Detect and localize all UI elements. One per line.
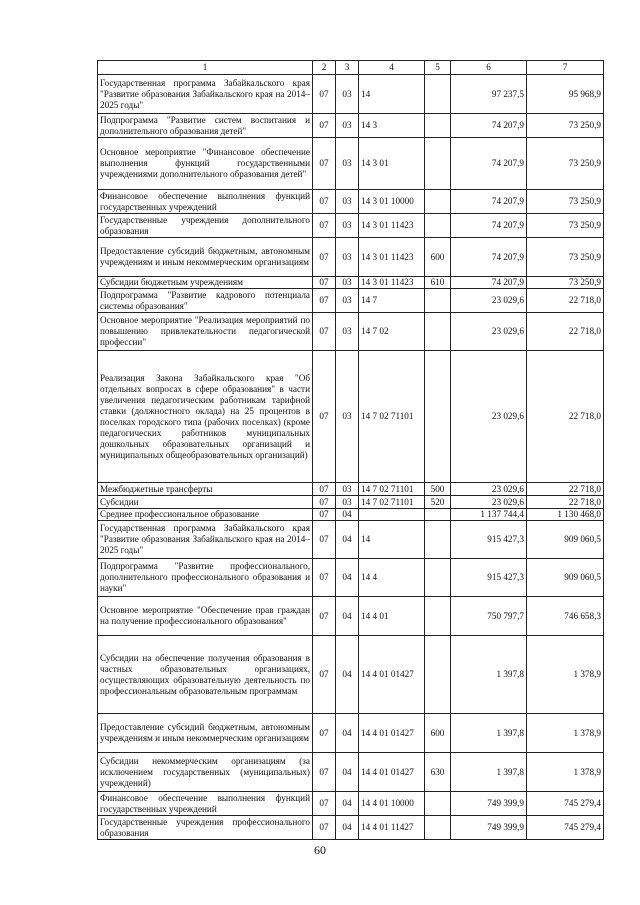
row-name: Предоставление субсидий бюджетным, автономным учреждениям и иным некоммерческим организациям [98,238,313,277]
row-subsection: 04 [336,753,359,792]
row-expense-type [425,190,451,214]
row-expense-type [425,138,451,190]
row-amount-col6: 97 237,5 [451,75,527,114]
row-subsection: 04 [336,792,359,816]
table-row [98,75,604,114]
table-row [98,792,604,816]
row-target-code: 14 [359,75,425,114]
row-subsection: 03 [336,138,359,190]
row-section: 07 [313,559,336,597]
row-expense-type [425,597,451,636]
table-row [98,190,604,214]
row-section: 07 [313,636,336,714]
row-amount-col7: 22 718,0 [527,351,604,483]
header-col-6: 6 [451,61,527,75]
row-subsection: 03 [336,75,359,114]
row-amount-col6: 915 427,3 [451,521,527,559]
row-target-code: 14 3 01 [359,138,425,190]
row-target-code: 14 7 [359,289,425,313]
row-target-code: 14 4 01 01427 [359,636,425,714]
row-name: Реализация Закона Забайкальского края "Об отдельных вопросах в сфере образования" в части увеличения педагогическим работникам тарифной ставки (должностного оклада) на 25 процентов в поселках городского типа (рабочих поселках) (кроме педагогических работников муниципальных дошкольных образовательных организаций и муниципальных общеобразовательных организаций) [98,351,313,483]
row-section: 07 [313,816,336,840]
row-amount-col7: 746 658,3 [527,597,604,636]
row-subsection: 03 [336,351,359,483]
table-row [98,313,604,351]
row-amount-col7: 745 279,4 [527,816,604,840]
row-target-code: 14 3 01 11423 [359,238,425,277]
row-section: 07 [313,597,336,636]
row-subsection: 03 [336,483,359,496]
row-target-code: 14 [359,521,425,559]
row-amount-col6: 1 397,8 [451,636,527,714]
header-col-3: 3 [336,61,359,75]
row-section: 07 [313,714,336,753]
row-name: Подпрограмма "Развитие кадрового потенциала системы образования" [98,289,313,313]
row-amount-col7: 909 060,5 [527,521,604,559]
table-row [98,753,604,792]
table-row [98,496,604,509]
row-target-code: 14 3 [359,114,425,138]
row-amount-col7: 95 968,9 [527,75,604,114]
header-col-2: 2 [313,61,336,75]
row-section: 07 [313,114,336,138]
row-name: Субсидии бюджетным учреждениям [98,277,313,289]
row-amount-col7: 22 718,0 [527,496,604,509]
row-section: 07 [313,753,336,792]
row-subsection: 03 [336,114,359,138]
row-amount-col6: 23 029,6 [451,289,527,313]
row-subsection: 04 [336,559,359,597]
row-amount-col6: 74 207,9 [451,214,527,238]
table-row [98,521,604,559]
header-col-1: 1 [98,61,313,75]
table-row [98,636,604,714]
row-amount-col6: 1 137 744,4 [451,509,527,521]
row-amount-col6: 74 207,9 [451,190,527,214]
row-name: Субсидии [98,496,313,509]
row-subsection: 04 [336,521,359,559]
row-section: 07 [313,509,336,521]
row-expense-type [425,75,451,114]
row-name: Основное мероприятие "Финансовое обеспечение выполнения функций государственными учреждениями дополнительного образования детей" [98,138,313,190]
row-name: Основное мероприятие "Обеспечение прав граждан на получение профессионального образования" [98,597,313,636]
row-target-code: 14 7 02 71101 [359,351,425,483]
row-subsection: 04 [336,636,359,714]
row-amount-col7: 1 378,9 [527,636,604,714]
table-row [98,559,604,597]
row-amount-col6: 74 207,9 [451,138,527,190]
row-target-code: 14 4 [359,559,425,597]
row-name: Основное мероприятие "Реализация мероприятий по повышению привлекательности педагогической профессии" [98,313,313,351]
row-amount-col6: 1 397,8 [451,714,527,753]
budget-table [97,60,604,840]
row-target-code: 14 7 02 71101 [359,496,425,509]
row-name: Предоставление субсидий бюджетным, автономным учреждениям и иным некоммерческим организациям [98,714,313,753]
row-section: 07 [313,214,336,238]
header-col-4: 4 [359,61,425,75]
row-expense-type [425,351,451,483]
table-row [98,277,604,289]
row-subsection: 04 [336,714,359,753]
table-row [98,509,604,521]
page-number: 60 [314,843,326,857]
row-target-code: 14 3 01 11423 [359,214,425,238]
row-expense-type [425,214,451,238]
row-name: Подпрограмма "Развитие профессионального, дополнительного профессионального образования и науки" [98,559,313,597]
row-expense-type: 600 [425,238,451,277]
row-name: Финансовое обеспечение выполнения функций государственных учреждений [98,190,313,214]
row-amount-col7: 22 718,0 [527,289,604,313]
row-name: Подпрограмма "Развитие систем воспитания и дополнительного образования детей" [98,114,313,138]
table-row [98,714,604,753]
row-amount-col7: 73 250,9 [527,138,604,190]
row-amount-col6: 750 797,7 [451,597,527,636]
row-expense-type [425,792,451,816]
row-amount-col7: 1 378,9 [527,714,604,753]
row-target-code: 14 4 01 [359,597,425,636]
budget-table-container [97,60,604,840]
row-amount-col6: 915 427,3 [451,559,527,597]
row-target-code [359,509,425,521]
row-subsection: 03 [336,214,359,238]
row-section: 07 [313,521,336,559]
row-expense-type: 520 [425,496,451,509]
row-amount-col6: 23 029,6 [451,351,527,483]
row-name: Государственные учреждения профессионального образования [98,816,313,840]
row-amount-col7: 22 718,0 [527,313,604,351]
row-section: 07 [313,289,336,313]
table-row [98,816,604,840]
row-amount-col6: 23 029,6 [451,313,527,351]
row-expense-type [425,289,451,313]
row-subsection: 03 [336,190,359,214]
row-amount-col6: 23 029,6 [451,496,527,509]
row-expense-type [425,521,451,559]
row-amount-col7: 745 279,4 [527,792,604,816]
row-name: Государственная программа Забайкальского края "Развитие образования Забайкальского края на 2014–2025 годы" [98,521,313,559]
row-expense-type: 500 [425,483,451,496]
row-target-code: 14 4 01 10000 [359,792,425,816]
row-amount-col7: 73 250,9 [527,277,604,289]
row-section: 07 [313,190,336,214]
row-expense-type [425,636,451,714]
table-row [98,214,604,238]
table-row [98,238,604,277]
row-amount-col7: 1 378,9 [527,753,604,792]
row-target-code: 14 4 01 01427 [359,753,425,792]
row-subsection: 03 [336,277,359,289]
row-expense-type [425,816,451,840]
row-amount-col6: 74 207,9 [451,238,527,277]
row-amount-col7: 73 250,9 [527,238,604,277]
row-section: 07 [313,792,336,816]
table-row [98,483,604,496]
table-row [98,138,604,190]
row-amount-col7: 909 060,5 [527,559,604,597]
row-target-code: 14 7 02 [359,313,425,351]
row-amount-col7: 22 718,0 [527,483,604,496]
table-row [98,351,604,483]
row-name: Субсидии некоммерческим организациям (за исключением государственных (муниципальных) учреждений) [98,753,313,792]
row-expense-type: 630 [425,753,451,792]
table-row [98,597,604,636]
row-amount-col7: 73 250,9 [527,214,604,238]
row-name: Государственные учреждения дополнительного образования [98,214,313,238]
row-subsection: 03 [336,238,359,277]
row-subsection: 04 [336,509,359,521]
row-target-code: 14 3 01 10000 [359,190,425,214]
row-section: 07 [313,483,336,496]
row-target-code: 14 4 01 01427 [359,714,425,753]
row-target-code: 14 7 02 71101 [359,483,425,496]
table-row [98,114,604,138]
header-col-5: 5 [425,61,451,75]
row-expense-type [425,114,451,138]
row-amount-col6: 749 399,9 [451,816,527,840]
row-name: Финансовое обеспечение выполнения функций государственных учреждений [98,792,313,816]
row-name: Среднее профессиональное образование [98,509,313,521]
row-target-code: 14 4 01 11427 [359,816,425,840]
row-name: Межбюджетные трансферты [98,483,313,496]
row-expense-type [425,313,451,351]
row-section: 07 [313,351,336,483]
header-row [98,61,604,75]
header-col-7: 7 [527,61,604,75]
row-amount-col6: 23 029,6 [451,483,527,496]
row-subsection: 04 [336,597,359,636]
row-amount-col6: 74 207,9 [451,114,527,138]
row-section: 07 [313,313,336,351]
row-amount-col7: 73 250,9 [527,114,604,138]
row-expense-type [425,559,451,597]
row-section: 07 [313,138,336,190]
row-amount-col7: 73 250,9 [527,190,604,214]
row-amount-col6: 74 207,9 [451,277,527,289]
table-body [98,75,604,840]
row-section: 07 [313,238,336,277]
row-amount-col6: 1 397,8 [451,753,527,792]
row-amount-col7: 1 130 468,0 [527,509,604,521]
row-expense-type: 610 [425,277,451,289]
row-subsection: 04 [336,816,359,840]
row-subsection: 03 [336,496,359,509]
row-expense-type: 600 [425,714,451,753]
row-section: 07 [313,277,336,289]
row-subsection: 03 [336,289,359,313]
row-expense-type [425,509,451,521]
table-row [98,289,604,313]
row-amount-col6: 749 399,9 [451,792,527,816]
row-target-code: 14 3 01 11423 [359,277,425,289]
row-subsection: 03 [336,313,359,351]
row-section: 07 [313,496,336,509]
row-name: Государственная программа Забайкальского края "Развитие образования Забайкальского края на 2014–2025 годы" [98,75,313,114]
row-section: 07 [313,75,336,114]
row-name: Субсидии на обеспечение получения образования в частных образовательных организациях, осуществляющих образовательную деятельность по профессиональным образовательным программам [98,636,313,714]
